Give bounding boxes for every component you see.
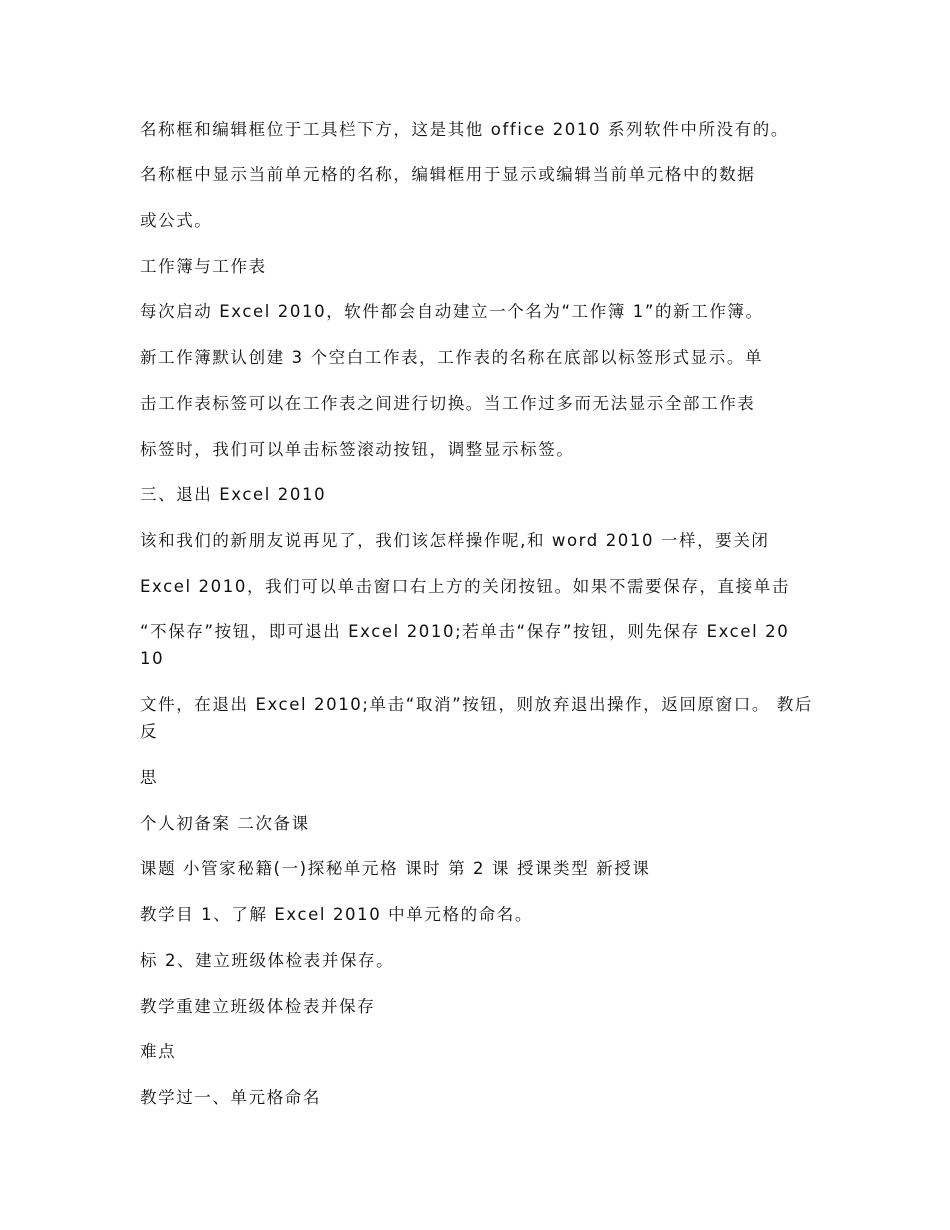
paragraph-line: 标签时，我们可以单击标签滚动按钮，调整显示标签。 <box>140 440 575 459</box>
table-header-line: 个人初备案 二次备课 <box>140 814 310 833</box>
paragraph-line: 思 <box>140 768 159 787</box>
paragraph-line: 击工作表标签可以在工作表之间进行切换。当工作过多而无法显示全部工作表 <box>140 394 756 413</box>
section-heading: 三、退出 Excel 2010 <box>140 485 327 504</box>
table-row-line: 教学重建立班级体检表并保存 <box>140 997 376 1016</box>
table-row-line: 标 2、建立班级体检表并保存。 <box>140 951 395 970</box>
paragraph-line: 名称框中显示当前单元格的名称，编辑框用于显示或编辑当前单元格中的数据 <box>140 165 756 184</box>
table-row-line: 课题 小管家秘籍(一)探秘单元格 课时 第 2 课 授课类型 新授课 <box>140 859 651 878</box>
paragraph-line: Excel 2010，我们可以单击窗口右上方的关闭按钮。如果不需要保存，直接单击 <box>140 577 790 596</box>
table-row-line: 难点 <box>140 1042 177 1061</box>
table-row-line: 教学过一、单元格命名 <box>140 1088 321 1107</box>
table-row-line: 教学目 1、了解 Excel 2010 中单元格的命名。 <box>140 905 533 924</box>
paragraph-line: 或公式。 <box>140 211 213 230</box>
paragraph-line: 名称框和编辑框位于工具栏下方，这是其他 office 2010 系列软件中所没有的。 <box>140 120 789 139</box>
paragraph-line: 每次启动 Excel 2010，软件都会自动建立一个名为“工作簿 1”的新工作簿。 <box>140 302 764 321</box>
paragraph-line: 新工作簿默认创建 3 个空白工作表，工作表的名称在底部以标签形式显示。单 <box>140 348 764 367</box>
paragraph-line: 该和我们的新朋友说再见了，我们该怎样操作呢,和 word 2010 一样，要关闭 <box>140 531 770 550</box>
paragraph-line: “不保存”按钮，即可退出 Excel 2010;若单击“保存”按钮，则先保存 Excel 2010 <box>140 622 790 668</box>
paragraph-line: 文件，在退出 Excel 2010;单击“取消”按钮，则放弃退出操作，返回原窗口。 教后反 <box>140 695 813 741</box>
section-heading: 工作簿与工作表 <box>140 257 267 276</box>
